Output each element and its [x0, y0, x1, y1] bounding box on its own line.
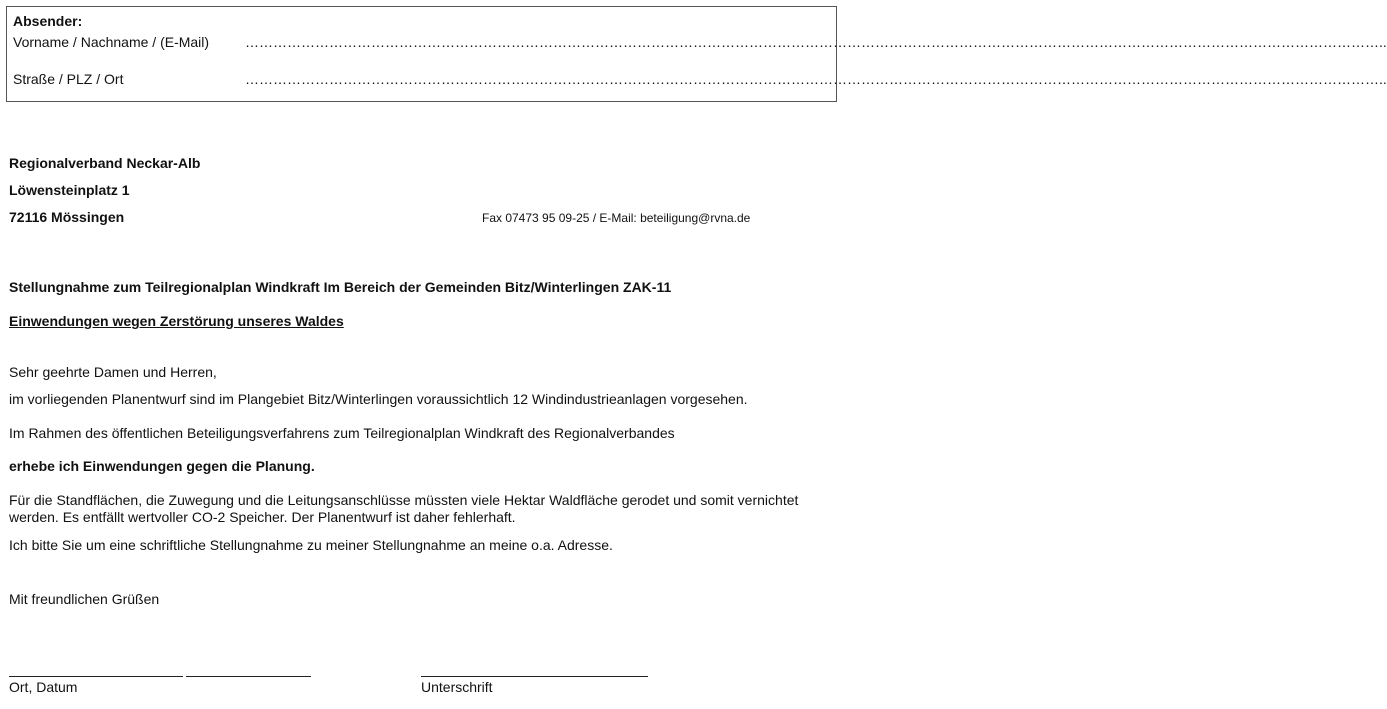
- signature-label: Unterschrift: [421, 679, 493, 695]
- letter-subheading: Einwendungen wegen Zerstörung unseres Waldes: [9, 313, 344, 329]
- recipient-city: 72116 Mössingen: [9, 209, 125, 225]
- letter-salutation: Sehr geehrte Damen und Herren,: [9, 364, 217, 380]
- sender-address-label: Straße / PLZ / Ort: [13, 71, 124, 87]
- place-date-label: Ort, Datum: [9, 679, 78, 695]
- signature-line[interactable]: [421, 676, 648, 677]
- place-date-line-left[interactable]: [9, 676, 183, 677]
- sender-name-field[interactable]: ………………………………………………………………………………………………………………………………………………………………………………………………………………………..: [245, 34, 1387, 50]
- letter-closing: Mit freundlichen Grüßen: [9, 591, 160, 607]
- letter-paragraph-2: Im Rahmen des öffentlichen Beteiligungsverfahrens zum Teilregionalplan Windkraft des Regionalverbandes: [9, 425, 675, 441]
- letter-paragraph-1: im vorliegenden Planentwurf sind im Plangebiet Bitz/Winterlingen voraussichtlich 12 Windindustrieanlagen vorgesehen.: [9, 391, 748, 407]
- recipient-org: Regionalverband Neckar-Alb: [9, 155, 201, 171]
- sender-name-label: Vorname / Nachname / (E-Mail): [13, 34, 210, 50]
- letter-paragraph-4: Für die Standflächen, die Zuwegung und die Leitungsanschlüsse müssten viele Hektar Waldfläche gerodet und somit vernichtet werden. Es entfällt wertvoller CO-2 Speicher. Der Planentwurf ist daher fehlerhaft.: [9, 492, 799, 525]
- sender-heading: Absender:: [13, 13, 83, 29]
- letter-paragraph-3: erhebe ich Einwendungen gegen die Planung.: [9, 458, 315, 474]
- recipient-street: Löwensteinplatz 1: [9, 182, 130, 198]
- letter-paragraph-5: Ich bitte Sie um eine schriftliche Stellungnahme zu meiner Stellungnahme an meine o.a. Adresse.: [9, 537, 613, 553]
- letter-subject: Stellungnahme zum Teilregionalplan Windkraft Im Bereich der Gemeinden Bitz/Winterlingen ZAK-11: [9, 279, 672, 295]
- sender-address-field[interactable]: ………………………………………………………………………………………………………………………………………………………………………………………………………………………..: [245, 71, 1387, 87]
- place-date-line-right[interactable]: [186, 676, 311, 677]
- recipient-contact: Fax 07473 95 09-25 / E-Mail: beteiligung@rvna.de: [482, 211, 751, 225]
